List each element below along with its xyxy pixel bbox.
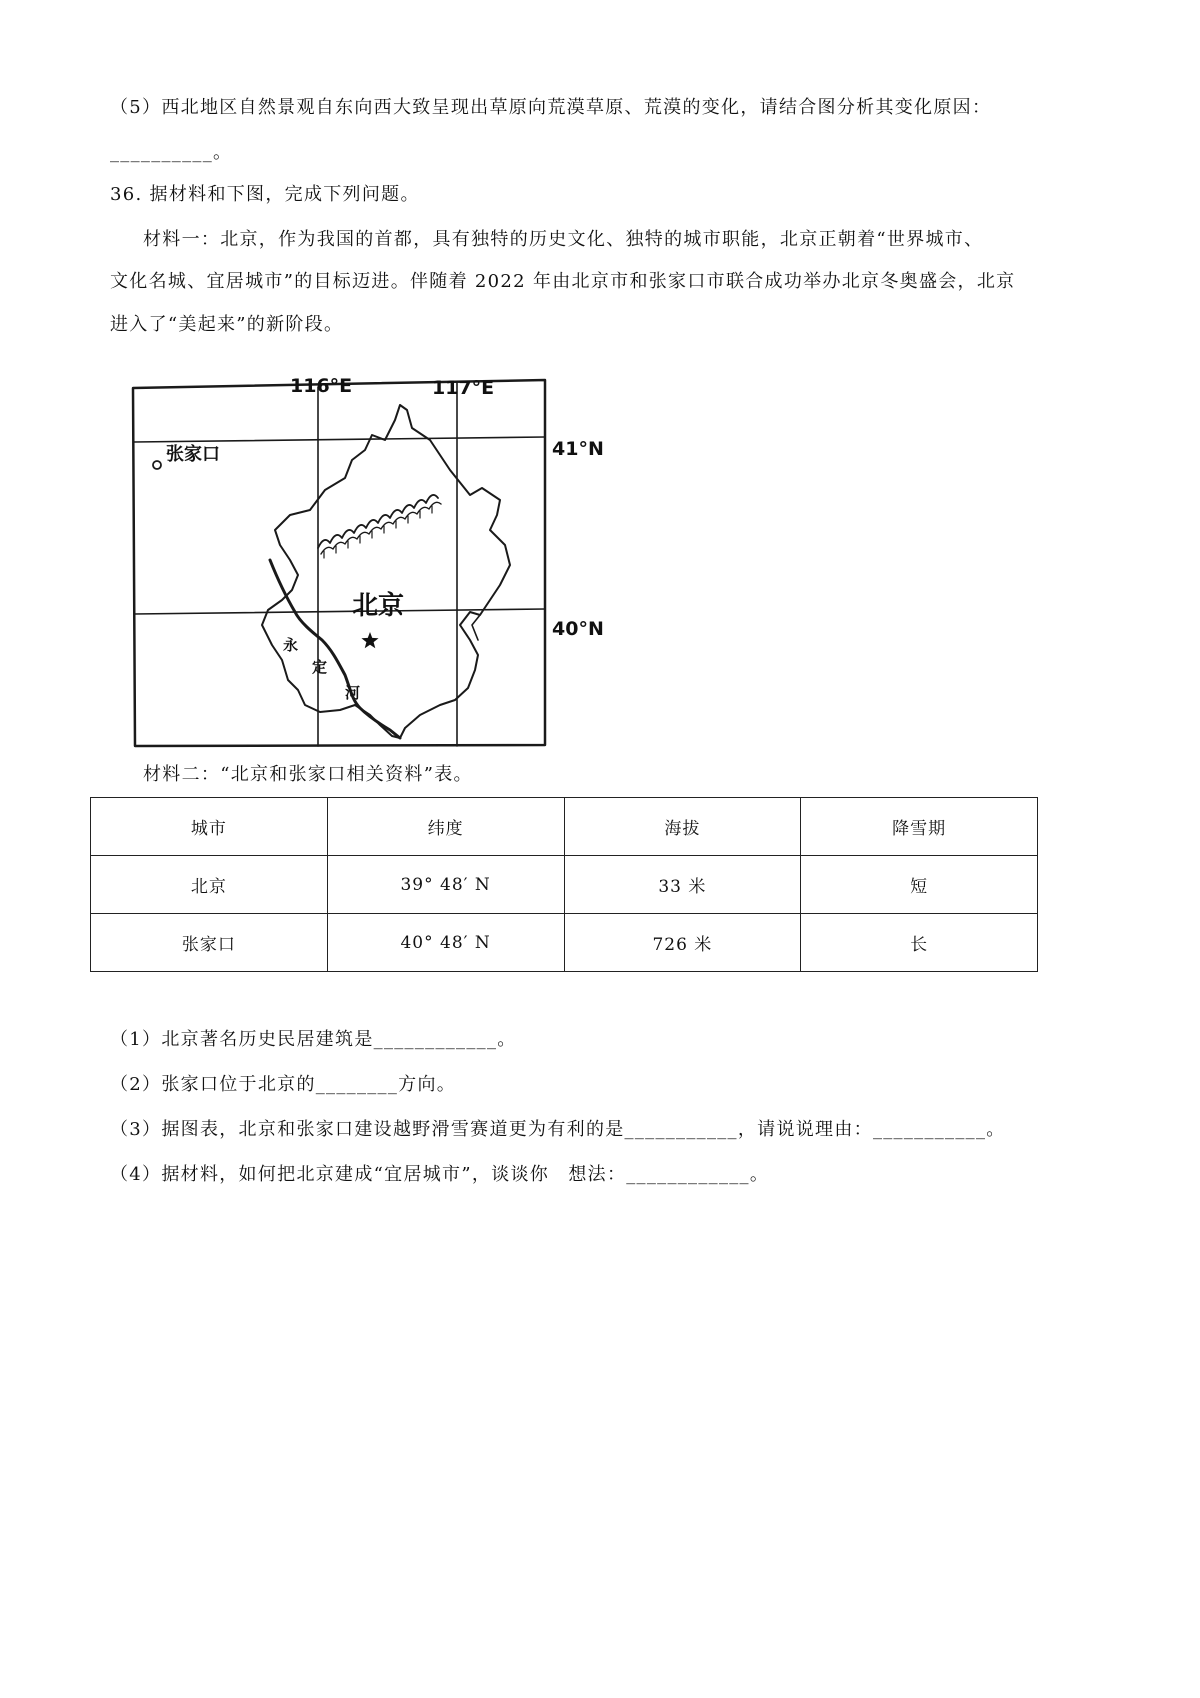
map-frame bbox=[133, 380, 545, 746]
parallel-41n bbox=[134, 437, 545, 442]
mountain-symbol bbox=[318, 495, 438, 548]
beijing-label: 北京 bbox=[352, 591, 405, 621]
table-cell: 张家口 bbox=[91, 914, 328, 972]
question-36-stem: 36. 据材料和下图，完成下列问题。 bbox=[110, 184, 420, 205]
zhangjiakou-point-icon bbox=[153, 461, 161, 469]
table-cell: 短 bbox=[801, 856, 1038, 914]
material-1-line-3: 进入了“美起来”的新阶段。 bbox=[110, 314, 344, 335]
question-5-answer-line: __________。 bbox=[110, 142, 233, 163]
sub-question-3: （3）据图表，北京和张家口建设越野滑雪赛道更为有利的是___________，请说说理由：___________。 bbox=[110, 1119, 1006, 1140]
table-cell: 39° 48′ N bbox=[327, 856, 564, 914]
table-row bbox=[91, 856, 1038, 914]
material-1-line-2: 文化名城、宜居城市”的目标迈进。伴随着 2022 年由北京市和张家口市联合成功举办北京冬奥盛会，北京 bbox=[110, 271, 1016, 292]
table-header-cell: 海拔 bbox=[564, 798, 801, 856]
tianjin-border bbox=[472, 615, 480, 640]
latitude-label-41n: 41°N bbox=[552, 438, 604, 460]
table-cell: 长 bbox=[801, 914, 1038, 972]
table-cell: 40° 48′ N bbox=[327, 914, 564, 972]
longitude-label-117e: 117°E bbox=[432, 377, 495, 399]
table-cell: 33 米 bbox=[564, 856, 801, 914]
longitude-label-116e: 116°E bbox=[290, 375, 353, 397]
sub-question-1: （1）北京著名历史民居建筑是____________。 bbox=[110, 1029, 517, 1050]
latitude-label-40n: 40°N bbox=[552, 618, 604, 640]
river-label-char-1: 永 bbox=[283, 636, 299, 654]
beijing-boundary bbox=[262, 405, 510, 738]
beijing-map bbox=[120, 360, 620, 760]
river-label-char-2: 定 bbox=[312, 658, 328, 676]
table-cell: 北京 bbox=[91, 856, 328, 914]
table-header-row bbox=[91, 798, 1038, 856]
mountain-symbol-inner bbox=[321, 502, 441, 554]
table-header-cell: 降雪期 bbox=[801, 798, 1038, 856]
city-comparison-table bbox=[90, 797, 1038, 972]
material-1-line-1: 材料一：北京，作为我国的首都，具有独特的历史文化、独特的城市职能，北京正朝着“世界城市、 bbox=[143, 229, 984, 250]
table-row bbox=[91, 914, 1038, 972]
sub-question-2: （2）张家口位于北京的________方向。 bbox=[110, 1074, 457, 1095]
material-2-caption: 材料二：“北京和张家口相关资料”表。 bbox=[143, 764, 473, 785]
question-5-text: （5）西北地区自然景观自东向西大致呈现出草原向荒漠草原、荒漠的变化，请结合图分析其变化原因： bbox=[110, 97, 992, 118]
zhangjiakou-label: 张家口 bbox=[166, 444, 220, 465]
river-label-char-3: 河 bbox=[345, 684, 361, 702]
table-cell: 726 米 bbox=[564, 914, 801, 972]
sub-question-4: （4）据材料，如何把北京建成“宜居城市”，谈谈你 想法：____________。 bbox=[110, 1164, 770, 1185]
table-header-cell: 纬度 bbox=[327, 798, 564, 856]
table-header-cell: 城市 bbox=[91, 798, 328, 856]
capital-star-icon bbox=[361, 632, 378, 648]
